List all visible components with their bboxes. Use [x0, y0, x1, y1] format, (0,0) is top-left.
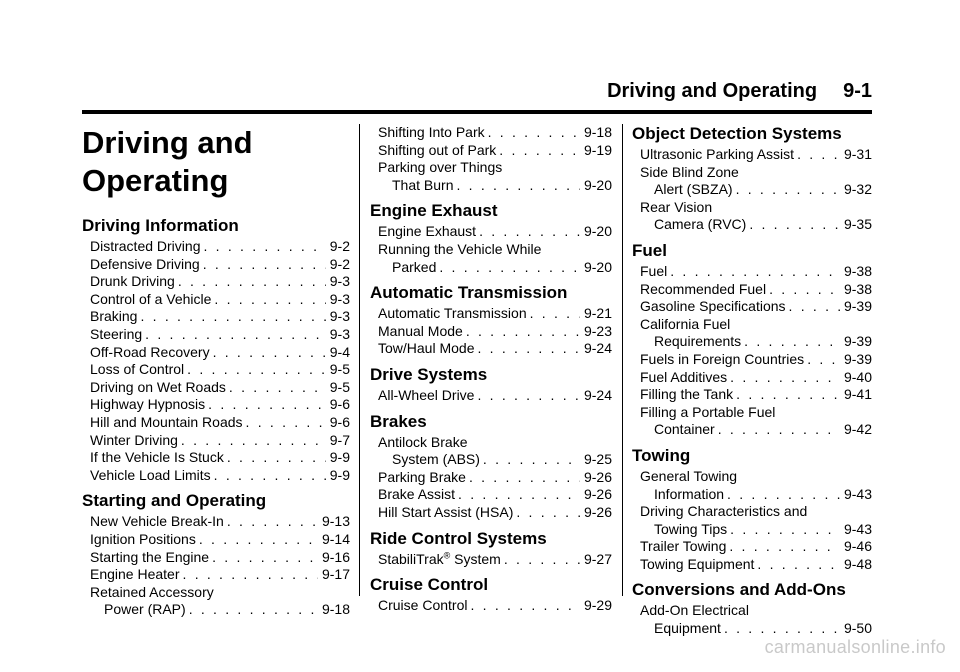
dot-leader — [246, 414, 326, 432]
toc-entry[interactable] — [632, 404, 872, 439]
toc-entry-label-line2: Camera (RVC) — [654, 216, 747, 233]
toc-entry[interactable] — [370, 223, 612, 241]
toc-entry[interactable] — [82, 584, 350, 619]
toc-entry-label-line2: Requirements — [654, 333, 742, 350]
toc-entry[interactable] — [632, 316, 872, 351]
toc-entry-page: 9-31 — [843, 146, 872, 162]
toc-entry-page: 9-6 — [329, 396, 350, 413]
dot-leader — [789, 298, 840, 316]
toc-entry-page: 9-24 — [583, 340, 612, 357]
toc-entry-page: 9-39 — [843, 298, 872, 315]
dot-leader — [718, 421, 840, 439]
toc-entry[interactable] — [370, 142, 612, 160]
toc-entry-label: Starting the Engine — [90, 548, 210, 565]
toc-entry[interactable] — [632, 263, 872, 281]
toc-entry-label-line2: Alert (SBZA) — [654, 181, 733, 198]
dot-leader — [769, 281, 840, 299]
toc-entry-page: 9-2 — [329, 255, 350, 272]
dot-leader — [744, 333, 840, 351]
toc-entry-label-line2: Equipment — [654, 620, 721, 637]
toc-entry-page: 9-26 — [583, 468, 612, 485]
toc-entry[interactable] — [82, 326, 350, 344]
toc-entry-page: 9-3 — [329, 290, 350, 307]
toc-entry-label-line1: Rear Vision — [640, 198, 713, 215]
toc-entry[interactable] — [82, 308, 350, 326]
toc-entry-label: Distracted Driving — [90, 238, 201, 254]
dot-leader — [145, 326, 326, 344]
dot-leader — [504, 551, 580, 569]
toc-entry[interactable] — [370, 551, 612, 569]
toc-entry-label-line2: System (ABS) — [392, 451, 480, 468]
toc-entry[interactable] — [632, 369, 872, 387]
dot-leader — [757, 556, 840, 574]
toc-entry-page: 9-38 — [843, 280, 872, 297]
toc-entry-page: 9-18 — [583, 124, 612, 140]
toc-entry-label: Highway Hypnosis — [90, 396, 206, 413]
toc-entry[interactable] — [632, 386, 872, 404]
toc-entry-label: If the Vehicle Is Stuck — [90, 449, 224, 466]
toc-entry-page: 9-38 — [843, 262, 872, 279]
dot-leader — [470, 597, 579, 615]
dot-leader — [187, 361, 326, 379]
toc-entry[interactable] — [370, 597, 612, 615]
toc-entry[interactable] — [632, 199, 872, 234]
toc-entry[interactable] — [370, 469, 612, 487]
toc-entry-label-line2: Power (RAP) — [104, 601, 186, 618]
toc-entry-label-line1: Running the Vehicle While — [378, 240, 542, 257]
dot-leader — [208, 396, 326, 414]
toc-entry-label: Engine Heater — [90, 566, 180, 583]
toc-entry[interactable] — [632, 556, 872, 574]
dot-leader — [458, 486, 580, 504]
toc-entry-label: Trailer Towing — [640, 538, 727, 555]
dot-leader — [736, 181, 840, 199]
toc-entry-page: 9-19 — [583, 141, 612, 158]
toc-entry-label: Fuel Additives — [640, 368, 728, 385]
section-heading-fuel: Fuel — [632, 240, 667, 260]
dot-leader — [212, 549, 318, 567]
toc-entry-label: Gasoline Specifications — [640, 298, 786, 315]
toc-entry[interactable] — [82, 379, 350, 397]
section-heading-starting-and-operating: Starting and Operating — [82, 491, 267, 511]
toc-entry[interactable] — [82, 467, 350, 485]
section-heading-driving-information: Driving Information — [82, 216, 239, 235]
dot-leader — [456, 177, 579, 195]
toc-entry[interactable] — [370, 124, 612, 142]
toc-entry-label: Winter Driving — [90, 431, 178, 448]
toc-entry-page: 9-39 — [843, 333, 872, 350]
toc-entry-label: Manual Mode — [378, 322, 463, 339]
header-page-number: 9-1 — [843, 80, 872, 102]
toc-entry-page: 9-43 — [843, 485, 872, 502]
dot-leader — [227, 513, 318, 531]
toc-entry-label-line1: Driving Characteristics and — [640, 503, 808, 520]
toc-entry-page: 9-16 — [321, 548, 350, 565]
toc-entry[interactable] — [82, 549, 350, 567]
toc-entry[interactable] — [82, 238, 350, 256]
section-heading-drive-systems: Drive Systems — [370, 364, 488, 384]
dot-leader — [203, 256, 326, 274]
toc-entry-page: 9-35 — [843, 216, 872, 233]
toc-list — [82, 513, 350, 583]
toc-entry-label-line1: Parking over Things — [378, 159, 503, 176]
toc-entry-page: 9-14 — [321, 530, 350, 547]
toc-entry-label: Ultrasonic Parking Assist — [640, 146, 795, 162]
toc-entry-label-line1: Retained Accessory — [90, 583, 214, 600]
toc-entry-page: 9-17 — [321, 566, 350, 583]
toc-entry-label: Defensive Driving — [90, 255, 200, 272]
toc-entry-page: 9-48 — [843, 555, 872, 572]
dot-leader — [483, 451, 580, 469]
section-heading-ride-control-systems: Ride Control Systems — [370, 528, 547, 548]
toc-entry[interactable] — [632, 164, 872, 199]
toc-entry-label: Off-Road Recovery — [90, 343, 210, 360]
dot-leader — [727, 486, 840, 504]
dot-leader — [466, 323, 580, 341]
dot-leader — [178, 273, 326, 291]
toc-entry-label: Cruise Control — [378, 597, 468, 614]
toc-entry-page: 9-20 — [583, 223, 612, 240]
toc-entry[interactable] — [370, 486, 612, 504]
section-heading-towing: Towing — [632, 445, 691, 465]
dot-leader — [189, 601, 318, 619]
toc-entry-label: Recommended Fuel — [640, 280, 767, 297]
toc-entry[interactable] — [82, 414, 350, 432]
toc-entry-page: 9-32 — [843, 181, 872, 198]
toc-entry-label-line2: Information — [654, 485, 725, 502]
toc-entry-page: 9-40 — [843, 368, 872, 385]
toc-entry[interactable] — [632, 146, 872, 164]
toc-entry-page: 9-13 — [321, 513, 350, 530]
toc-entry-page: 9-41 — [843, 386, 872, 403]
dot-leader — [730, 521, 840, 539]
section-heading-cruise-control: Cruise Control — [370, 575, 489, 595]
registered-mark: ® — [443, 549, 451, 560]
toc-entry[interactable] — [82, 449, 350, 467]
toc-entry-page: 9-39 — [843, 350, 872, 367]
toc-entry-label-line1: Side Blind Zone — [640, 163, 739, 180]
toc-entry-page: 9-23 — [583, 322, 612, 339]
dot-leader — [729, 538, 840, 556]
column-divider — [622, 124, 623, 596]
toc-entry-page: 9-27 — [583, 550, 612, 567]
toc-entry-label: Automatic Transmission — [378, 305, 527, 322]
dot-leader — [140, 308, 325, 326]
toc-list — [370, 597, 612, 615]
toc-entry-page: 9-50 — [843, 620, 872, 637]
toc-entry-label-line1: Filling a Portable Fuel — [640, 403, 776, 420]
dot-leader — [488, 124, 580, 142]
dot-leader — [670, 263, 840, 281]
toc-entry-page: 9-46 — [843, 538, 872, 555]
dot-leader — [516, 504, 580, 522]
toc-entry-label: Drunk Driving — [90, 273, 175, 290]
dot-leader — [181, 432, 326, 450]
chapter-title: Driving and Operating — [82, 125, 253, 198]
toc-entry[interactable] — [632, 538, 872, 556]
toc-entry-page: 9-6 — [329, 413, 350, 430]
toc-entry-label: Hill and Mountain Roads — [90, 413, 243, 430]
toc-entry-label: Loss of Control — [90, 361, 185, 378]
toc-entry-label-line2: That Burn — [392, 176, 454, 193]
toc-column-3 — [632, 124, 872, 638]
dot-leader — [478, 340, 580, 358]
header-rule — [82, 110, 872, 114]
toc-entry-page: 9-29 — [583, 597, 612, 614]
dot-leader — [214, 467, 326, 485]
dot-leader — [214, 291, 325, 309]
toc-entry[interactable] — [82, 566, 350, 584]
toc-entry-label-line1: General Towing — [640, 467, 738, 484]
toc-list — [370, 124, 612, 159]
toc-entry-label: StabiliTrak® System — [378, 549, 501, 567]
section-heading-object-detection-systems: Object Detection Systems — [632, 124, 842, 143]
running-header — [0, 80, 872, 103]
watermark: carmanualsonline.info — [764, 637, 946, 657]
toc-entry[interactable] — [82, 291, 350, 309]
dot-leader — [530, 305, 580, 323]
toc-entry[interactable] — [370, 504, 612, 522]
dot-leader — [749, 216, 840, 234]
dot-leader — [229, 379, 326, 397]
toc-list — [632, 146, 872, 164]
dot-leader — [797, 146, 840, 164]
toc-entry-page: 9-4 — [329, 343, 350, 360]
toc-entry[interactable] — [82, 531, 350, 549]
section-heading-automatic-transmission: Automatic Transmission — [370, 283, 568, 303]
toc-entry-page: 9-9 — [329, 449, 350, 466]
dot-leader — [807, 351, 840, 369]
toc-entry[interactable] — [632, 281, 872, 299]
toc-entry[interactable] — [82, 432, 350, 450]
toc-entry-label: Shifting Into Park — [378, 124, 485, 140]
toc-entry-label-line1: California Fuel — [640, 315, 731, 332]
toc-entry-label: Parking Brake — [378, 468, 466, 485]
toc-entry-label: New Vehicle Break-In — [90, 513, 224, 530]
toc-list — [632, 263, 872, 316]
toc-entry-label-line2: Container — [654, 421, 715, 438]
dot-leader — [227, 449, 326, 467]
toc-entry-page: 9-18 — [321, 601, 350, 618]
toc-entry[interactable] — [370, 340, 612, 358]
toc-entry-label-line1: Add-On Electrical — [640, 602, 749, 619]
toc-entry-page: 9-5 — [329, 361, 350, 378]
toc-entry-page: 9-43 — [843, 520, 872, 537]
toc-entry-label: Engine Exhaust — [378, 223, 477, 240]
toc-entry[interactable] — [82, 256, 350, 274]
toc-entry[interactable] — [82, 396, 350, 414]
dot-leader — [730, 369, 840, 387]
toc-list — [370, 387, 612, 405]
toc-entry-page: 9-26 — [583, 503, 612, 520]
section-heading-brakes: Brakes — [370, 411, 427, 431]
toc-entry[interactable] — [82, 361, 350, 379]
column-divider — [359, 124, 360, 596]
toc-entry-label: Hill Start Assist (HSA) — [378, 503, 514, 520]
toc-entry-page: 9-42 — [843, 421, 872, 438]
toc-entry[interactable] — [82, 344, 350, 362]
toc-entry[interactable] — [370, 387, 612, 405]
toc-entry-label: Braking — [90, 308, 138, 325]
dot-leader — [499, 142, 580, 160]
toc-entry-page: 9-7 — [329, 431, 350, 448]
toc-entry-page: 9-3 — [329, 273, 350, 290]
toc-entry[interactable] — [82, 273, 350, 291]
section-heading-conversions-and-add-ons: Conversions and Add-Ons — [632, 580, 846, 600]
toc-entry-label: Fuel — [640, 262, 668, 279]
toc-entry-page: 9-25 — [583, 451, 612, 468]
dot-leader — [203, 238, 325, 256]
toc-entry[interactable] — [370, 241, 612, 276]
toc-entry[interactable] — [82, 513, 350, 531]
toc-entry-label: All-Wheel Drive — [378, 386, 475, 403]
toc-list — [370, 305, 612, 358]
toc-entry[interactable] — [632, 298, 872, 316]
toc-entry-page: 9-5 — [329, 378, 350, 395]
toc-entry[interactable] — [370, 305, 612, 323]
dot-leader — [183, 566, 318, 584]
toc-entry-label: Shifting out of Park — [378, 141, 497, 158]
toc-entry-label: Brake Assist — [378, 486, 456, 503]
toc-entry-label: Filling the Tank — [640, 386, 734, 403]
toc-entry-label: Ignition Positions — [90, 530, 196, 547]
header-section-title: Driving and Operating — [607, 80, 818, 102]
toc-entry-label-line1: Antilock Brake — [378, 433, 468, 450]
dot-leader — [199, 531, 318, 549]
toc-column-2 — [370, 124, 612, 615]
toc-entry-page: 9-20 — [583, 176, 612, 193]
toc-entry[interactable] — [632, 602, 872, 637]
toc-list — [632, 351, 872, 404]
toc-entry-label: Fuels in Foreign Countries — [640, 350, 805, 367]
toc-entry-label: Control of a Vehicle — [90, 290, 212, 307]
toc-entry[interactable] — [632, 468, 872, 503]
toc-entry-label-line2: Towing Tips — [654, 520, 728, 537]
toc-entry-page: 9-3 — [329, 325, 350, 342]
toc-entry-label: Vehicle Load Limits — [90, 466, 211, 483]
toc-entry[interactable] — [632, 503, 872, 538]
dot-leader — [213, 344, 326, 362]
toc-entry-page: 9-26 — [583, 486, 612, 503]
toc-list — [632, 538, 872, 573]
dot-leader — [479, 223, 580, 241]
toc-entry[interactable] — [632, 351, 872, 369]
toc-entry-page: 9-20 — [583, 258, 612, 275]
toc-entry-label: Driving on Wet Roads — [90, 378, 226, 395]
toc-entry-label: Tow/Haul Mode — [378, 340, 475, 357]
toc-entry-label-line2: Parked — [392, 258, 437, 275]
toc-column-1 — [82, 124, 350, 619]
toc-entry-label: Towing Equipment — [640, 555, 755, 572]
toc-entry-label: Steering — [90, 325, 143, 342]
toc-entry-page: 9-3 — [329, 308, 350, 325]
dot-leader — [736, 386, 840, 404]
dot-leader — [477, 387, 580, 405]
toc-entry-page: 9-24 — [583, 386, 612, 403]
toc-entry-page: 9-9 — [329, 466, 350, 483]
dot-leader — [469, 469, 580, 487]
toc-entry-page: 9-2 — [329, 238, 350, 254]
toc-entry[interactable] — [370, 159, 612, 194]
dot-leader — [439, 259, 580, 277]
dot-leader — [724, 620, 840, 638]
toc-entry[interactable] — [370, 434, 612, 469]
toc-entry[interactable] — [370, 323, 612, 341]
toc-list — [82, 238, 350, 484]
section-heading-engine-exhaust: Engine Exhaust — [370, 201, 498, 221]
toc-entry-page: 9-21 — [583, 305, 612, 322]
toc-list — [370, 469, 612, 522]
